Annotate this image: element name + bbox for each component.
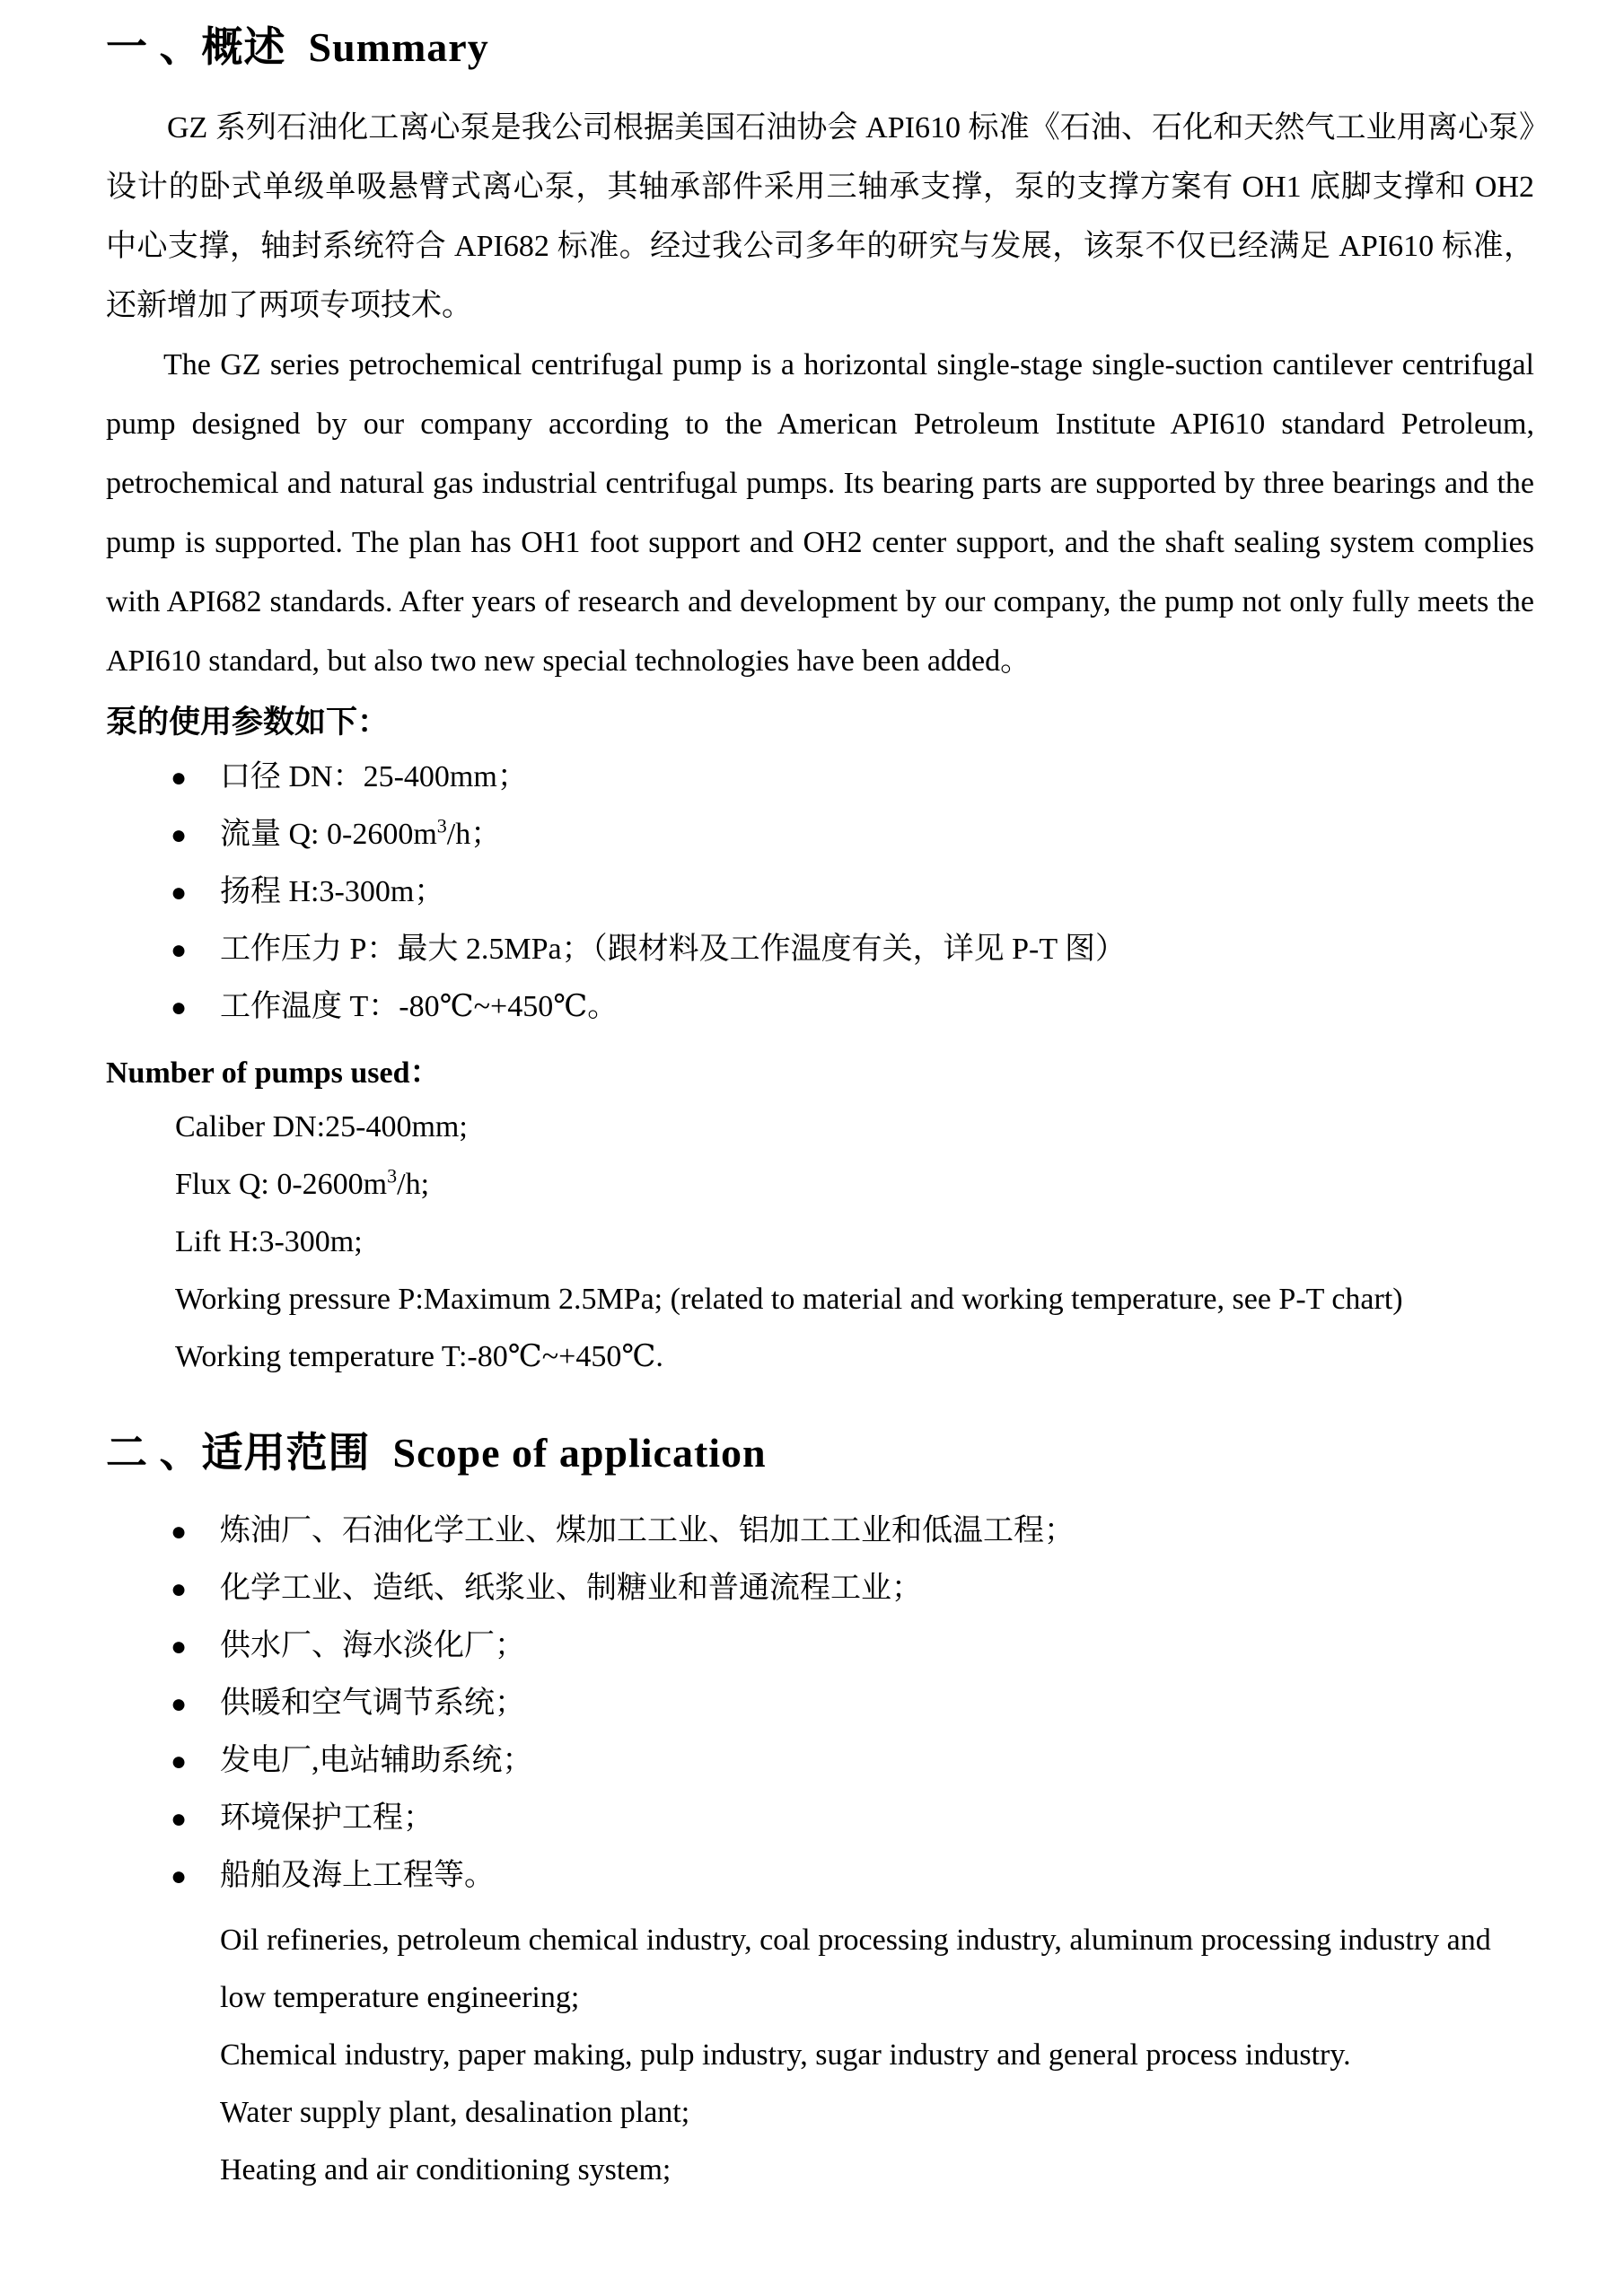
params-title-zh: 泵的使用参数如下： xyxy=(106,705,390,740)
summary-paragraph-en: The GZ series petrochemical centrifugal pump is a horizontal single-stage single-suction cantilever centrifugal pump designed by our company according to the American Petroleum Institute API610 standard Petroleum, petrochemical and natural gas industrial centrifugal pumps. Its bearing parts are supported by three bearings and the pump is supported. The plan has OH1 foot support and OH2 center support, and the shaft sealing system complies with API682 standards. After years of research and development by our company, the pump not only fully meets the API610 standard, but also two new special technologies have been added。 xyxy=(106,348,1534,678)
param-line: Lift H:3-300m; xyxy=(175,1225,363,1258)
bullet-icon: ● xyxy=(171,1804,188,1834)
list-item-text: 流量 Q: $0-2600m^3/h$； xyxy=(220,814,502,851)
list-item xyxy=(171,978,1534,1036)
params-list-zh xyxy=(106,749,1534,1036)
list-item-text: 扬程 H:3-300m； xyxy=(220,875,445,908)
application-line-en: Oil refineries, petroleum chemical industry, coal processing industry, aluminum processing industry and low temperature engineering; xyxy=(220,1924,1491,2014)
list-item-text: 船舶及海上工程等。 xyxy=(220,1859,495,1892)
list-item-text: 环境保护工程； xyxy=(220,1801,434,1835)
list-item-text: 供暖和空气调节系统； xyxy=(220,1687,525,1720)
bullet-icon: ● xyxy=(171,1862,188,1891)
application-line-en: Chemical industry, paper making, pulp industry, sugar industry and general process industry. xyxy=(220,2038,1351,2072)
bullet-icon: ● xyxy=(171,1574,188,1604)
bullet-icon: ● xyxy=(171,993,188,1022)
list-item-text: 化学工业、造纸、纸浆业、制糖业和普通流程工业； xyxy=(220,1572,922,1605)
bullet-icon: ● xyxy=(171,1517,188,1547)
list-item-text: 口径 DN：25-400mm； xyxy=(220,760,528,793)
param-line: Working pressure P:Maximum 2.5MPa; (related to material and working temperature, see P-T chart) xyxy=(175,1283,1403,1316)
list-item xyxy=(171,1560,1534,1617)
list-item-text: 发电厂,电站辅助系统； xyxy=(220,1744,533,1777)
section2-heading: 二 、适用范围 Scope of application xyxy=(106,1430,767,1476)
application-line-en: Heating and air conditioning system; xyxy=(220,2153,672,2186)
param-line: Working temperature T:-80℃~+450℃. xyxy=(175,1340,663,1373)
list-item xyxy=(171,1617,1534,1675)
list-item xyxy=(171,806,1534,863)
application-line-en: Water supply plant, desalination plant; xyxy=(220,2096,690,2129)
applications-list-zh xyxy=(106,1503,1534,1905)
bullet-icon: ● xyxy=(171,1747,188,1776)
list-item xyxy=(171,921,1534,978)
list-item xyxy=(171,1790,1534,1847)
param-line: Caliber DN:25-400mm; xyxy=(175,1110,468,1144)
bullet-icon: ● xyxy=(171,1632,188,1661)
list-item-text: 供水厂、海水淡化厂； xyxy=(220,1629,525,1662)
applications-paragraphs-en xyxy=(106,1912,1534,2199)
bullet-icon: ● xyxy=(171,935,188,965)
bullet-icon: ● xyxy=(171,763,188,793)
params-title-en: Number of pumps used： xyxy=(106,1056,441,1090)
list-item xyxy=(171,863,1534,921)
list-item-text: 工作压力 P：最大 2.5MPa；（跟材料及工作温度有关，详见 P-T 图） xyxy=(220,933,1127,966)
section1-heading: 一 、概述 Summary xyxy=(106,24,489,70)
list-item-text: 工作温度 T：-80℃~+450℃。 xyxy=(220,990,619,1023)
list-item-text: 炼油厂、石油化学工业、煤加工工业、铝加工工业和低温工程； xyxy=(220,1514,1075,1547)
bullet-icon: ● xyxy=(171,820,188,850)
list-item xyxy=(171,1503,1534,1560)
bullet-icon: ● xyxy=(171,1689,188,1719)
list-item xyxy=(171,1847,1534,1905)
param-line: Flux Q: $0-2600m^3/h$; xyxy=(175,1164,430,1201)
list-item xyxy=(171,1675,1534,1732)
summary-paragraph-zh: GZ 系列石油化工离心泵是我公司根据美国石油协会 API610 标准《石油、石化和天然气工业用离心泵》设计的卧式单级单吸悬臂式离心泵，其轴承部件采用三轴承支撑，泵的支撑方案有 OH1 底脚支撑和 OH2 中心支撑，轴封系统符合 API682 标准。经过我公司多年的研究与发展，该泵不仅已经满足 API610 标准，还新增加了两项专项技术。 xyxy=(106,111,1534,322)
list-item xyxy=(171,749,1534,806)
bullet-icon: ● xyxy=(171,878,188,907)
list-item xyxy=(171,1732,1534,1790)
params-list-en xyxy=(175,1099,1534,1386)
